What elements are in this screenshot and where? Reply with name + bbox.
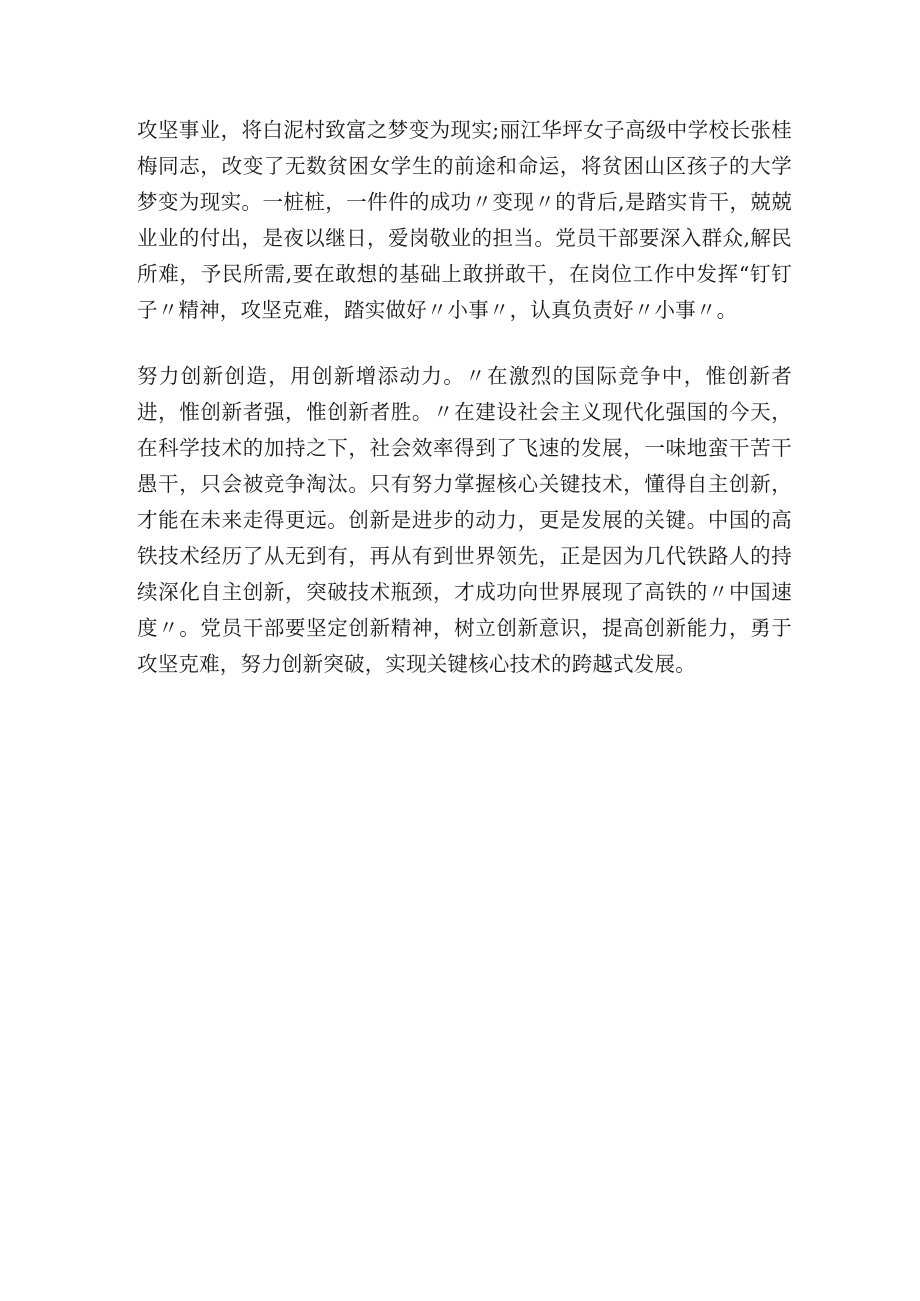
document-body (137, 112, 792, 682)
paragraph-1: 攻坚事业，将白泥村致富之梦变为现实;丽江华坪女子高级中学校长张桂梅同志，改变了无数贫困女学生的前途和命运，将贫困山区孩子的大学梦变为现实。一桩桩，一件件的成功〃变现〃的背后,是踏实肯干，兢兢业业的付出，是夜以继日，爱岗敬业的担当。党员干部要深入群众,解民所难，予民所需,要在敢想的基础上敢拼敢干，在岗位工作中发挥“钉钉子〃精神，攻坚克难，踏实做好〃小事〃，认真负责好〃小事〃。 (137, 118, 792, 322)
paragraph-2: 努力创新创造，用创新增添动力。〃在激烈的国际竞争中，惟创新者进，惟创新者强，惟创新者胜。〃在建设社会主义现代化强国的今天，在科学技术的加持之下，社会效率得到了飞速的发展，一味地蛮干苦干愚干，只会被竞争淘汰。只有努力掌握核心关键技术，懂得自主创新，才能在未来走得更远。创新是进步的动力，更是发展的关键。中国的高铁技术经历了从无到有，再从有到世界领先，正是因为几代铁路人的持续深化自主创新，突破技术瓶颈，才成功向世界展现了高铁的〃中国速度〃。党员干部要坚定创新精神，树立创新意识，提高创新能力，勇于攻坚克难，努力创新突破，实现关键核心技术的跨越式发展。 (137, 364, 792, 676)
